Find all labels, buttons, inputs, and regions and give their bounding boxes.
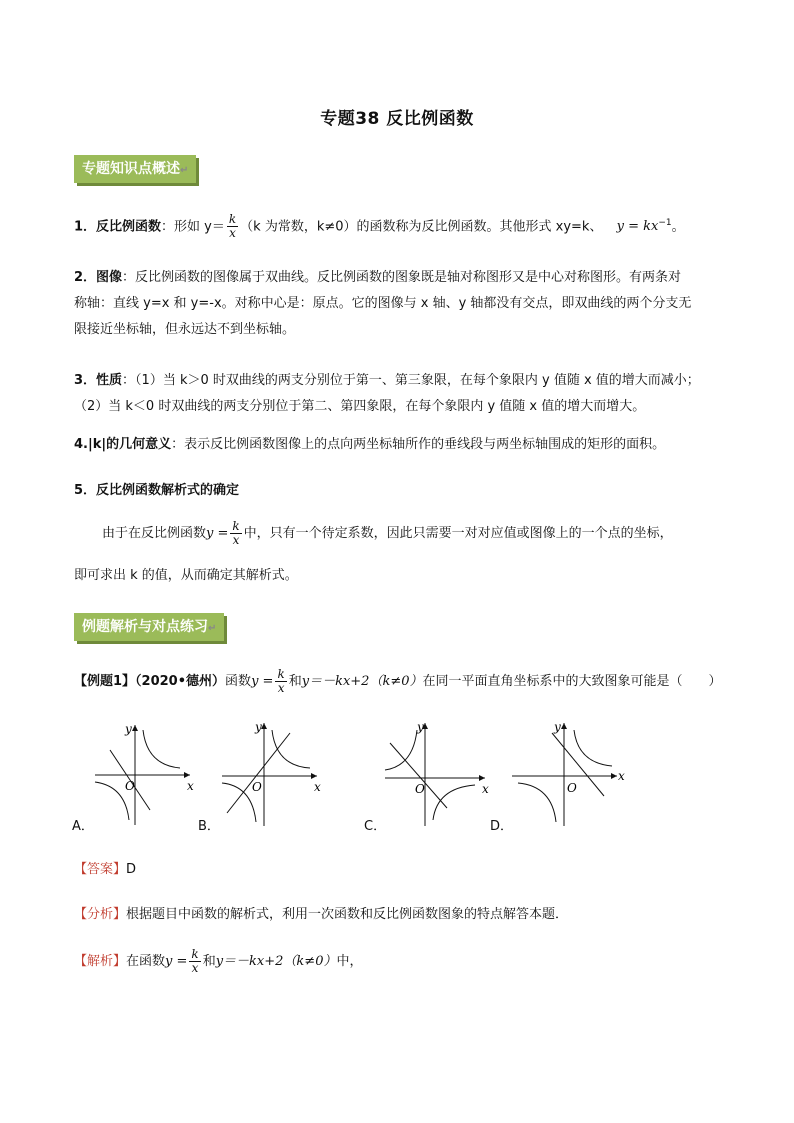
x-axis-label: x bbox=[482, 782, 489, 796]
text: 由于在反比例函数 bbox=[102, 526, 207, 541]
fraction bbox=[230, 520, 241, 547]
exponent: −1 bbox=[658, 218, 672, 228]
example-source: （2020•德州） bbox=[135, 674, 226, 689]
answer-tag: 【答案】 bbox=[74, 862, 127, 877]
origin-label: O bbox=[252, 780, 262, 794]
text: ：（1）当 k＞0 时双曲线的两支分别位于第一、第三象限，在每个象限内 y 值随 x 值的增大而减小； bbox=[122, 373, 700, 388]
option-d-label[interactable]: D． bbox=[490, 819, 514, 834]
answer-line bbox=[74, 857, 734, 883]
text: 在函数 bbox=[126, 954, 166, 969]
frac-num: k bbox=[191, 947, 199, 961]
formula: y＝－kx+2（k≠0） bbox=[301, 674, 423, 689]
text: 中，只有一个待定系数，因此只需要一对对应值或图像上的一个点的坐标， bbox=[243, 526, 673, 541]
solution-tag: 【解析】 bbox=[74, 954, 127, 969]
origin-label: O bbox=[125, 779, 135, 793]
text: ：表示反比例函数图像上的点向两坐标轴所作的垂线段与两坐标轴围成的矩形的面积。 bbox=[171, 437, 666, 452]
frac-den: x bbox=[229, 226, 236, 241]
x-axis-label: x bbox=[618, 769, 625, 783]
analysis-line bbox=[74, 902, 734, 928]
section-title: 例题解析与对点练习 bbox=[82, 619, 208, 635]
paragraph-graph bbox=[74, 265, 734, 343]
return-mark: ↵ bbox=[180, 165, 189, 176]
text: ：形如 y＝ bbox=[161, 219, 225, 235]
frac-den: x bbox=[191, 961, 199, 975]
section-banner-overview bbox=[74, 155, 196, 183]
option-c-label[interactable]: C． bbox=[364, 819, 387, 834]
frac-num: k bbox=[232, 519, 240, 533]
solution-line bbox=[74, 948, 734, 975]
para-label: 2．图像 bbox=[74, 270, 123, 285]
section-title: 专题知识点概述 bbox=[82, 161, 180, 177]
example-tag: 【例题1】 bbox=[74, 674, 136, 689]
text: 和 bbox=[202, 954, 216, 969]
x-axis-label: x bbox=[187, 779, 194, 793]
text: 。 bbox=[671, 219, 685, 235]
frac-num: k bbox=[277, 667, 285, 681]
text: 称轴：直线 y=x 和 y=-x。对称中心是：原点。它的图像与 x 轴、y 轴都没有交点，即双曲线的两个分支无 bbox=[74, 296, 692, 311]
para-label: 4.|k|的几何意义 bbox=[74, 437, 172, 452]
paragraph-definition bbox=[74, 210, 734, 240]
para-label: 1．反比例函数 bbox=[74, 219, 162, 235]
y-axis-label: y bbox=[125, 722, 132, 736]
frac-den: x bbox=[232, 533, 240, 547]
example-question bbox=[74, 668, 754, 695]
graph-option-b[interactable] bbox=[222, 718, 332, 832]
formula: y＝－kx+2（k≠0） bbox=[215, 954, 337, 969]
formula: y = bbox=[165, 954, 188, 969]
graph-option-d[interactable] bbox=[512, 718, 627, 832]
text: 和 bbox=[288, 674, 302, 689]
frac-num: k bbox=[228, 212, 237, 227]
y-axis-label: y bbox=[255, 720, 262, 734]
return-mark: ↵ bbox=[208, 623, 217, 634]
paragraph-determine-body bbox=[74, 520, 734, 547]
analysis-text: 根据题目中函数的解析式，利用一次函数和反比例函数图象的特点解答本题． bbox=[126, 907, 569, 922]
origin-label: O bbox=[415, 782, 425, 796]
formula: y = kx bbox=[616, 219, 659, 235]
formula: y = bbox=[206, 526, 229, 541]
fraction bbox=[227, 213, 238, 240]
option-b-label[interactable]: B． bbox=[198, 819, 220, 834]
x-axis-label: x bbox=[314, 780, 321, 794]
option-a-label[interactable]: A． bbox=[72, 819, 94, 834]
frac-den: x bbox=[277, 681, 285, 695]
section-banner-examples bbox=[74, 613, 224, 641]
text: 在同一平面直角坐标系中的大致图象可能是（ ） bbox=[422, 674, 722, 689]
formula: y = bbox=[251, 674, 274, 689]
analysis-tag: 【分析】 bbox=[74, 907, 127, 922]
text: （k 为常数，k≠0）的函数称为反比例函数。其他形式 xy=k、 bbox=[240, 219, 603, 235]
graph-option-a[interactable] bbox=[95, 720, 205, 834]
page-title: 专题38 反比例函数 bbox=[320, 109, 474, 129]
text: 限接近坐标轴，但永远达不到坐标轴。 bbox=[74, 322, 296, 337]
paragraph-determine bbox=[74, 478, 734, 504]
fraction bbox=[189, 948, 200, 975]
text: 中， bbox=[336, 954, 363, 969]
para-label: 3．性质 bbox=[74, 373, 123, 388]
answer-text: D bbox=[126, 862, 137, 877]
paragraph-properties bbox=[74, 368, 734, 420]
paragraph-k-meaning bbox=[74, 432, 734, 458]
origin-label: O bbox=[567, 781, 577, 795]
text: 函数 bbox=[225, 674, 252, 689]
text: （2）当 k＜0 时双曲线的两支分别位于第二、第四象限，在每个象限内 y 值随 x 值的增大而增大。 bbox=[74, 399, 646, 414]
paragraph-determine-line2: 即可求出 k 的值，从而确定其解析式。 bbox=[74, 568, 298, 583]
graph-option-c[interactable] bbox=[385, 718, 495, 832]
y-axis-label: y bbox=[554, 720, 561, 734]
text: ：反比例函数的图像属于双曲线。反比例函数的图象既是轴对称图形又是中心对称图形。有两条对 bbox=[122, 270, 682, 285]
y-axis-label: y bbox=[417, 720, 424, 734]
fraction bbox=[275, 668, 286, 695]
para-label: 5．反比例函数解析式的确定 bbox=[74, 483, 240, 498]
